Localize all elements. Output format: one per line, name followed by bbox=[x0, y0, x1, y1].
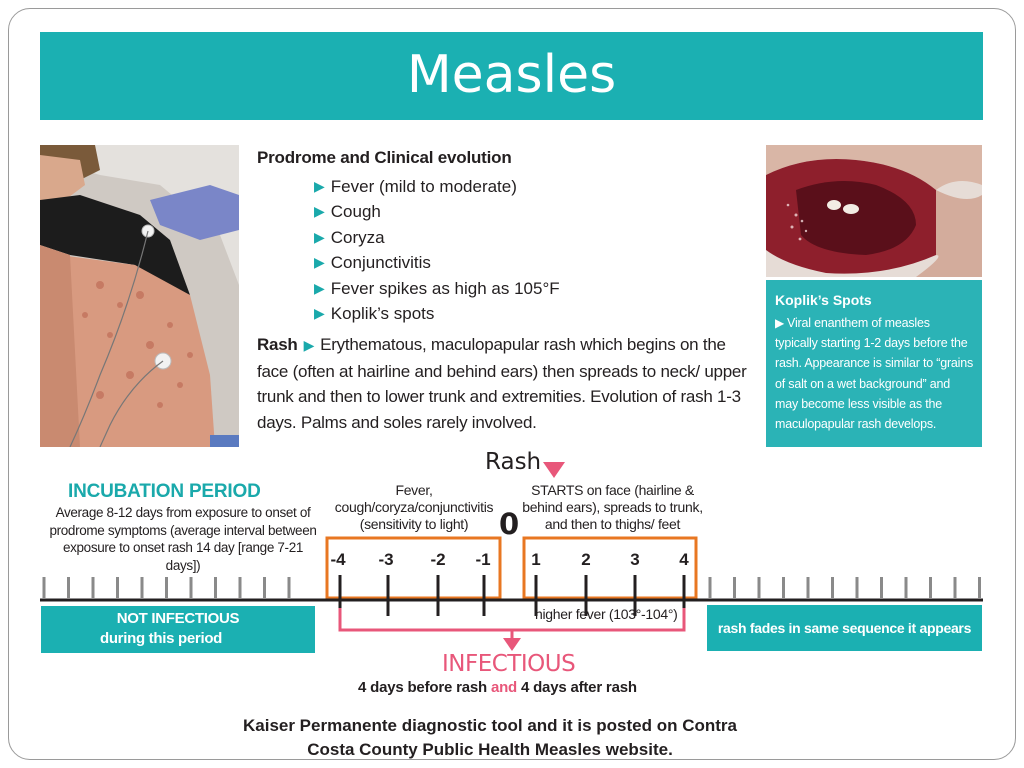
rash-days-box bbox=[524, 538, 696, 598]
day-label: -2 bbox=[430, 550, 446, 569]
symptom-item: ▶ Koplik’s spots bbox=[314, 301, 747, 326]
rash-marker-label: Rash bbox=[485, 449, 542, 475]
infectious-title: INFECTIOUS bbox=[442, 651, 576, 677]
slide-title: Measles bbox=[406, 45, 617, 105]
incubation-title: INCUBATION PERIOD bbox=[68, 481, 261, 502]
symptom-item: ▶ Conjunctivitis bbox=[314, 250, 747, 275]
day-label: 4 bbox=[679, 550, 689, 569]
day-label: -1 bbox=[475, 550, 491, 569]
koplik-text: ▶ Viral enanthem of measles typically starting 1-2 days before the rash. Appearance is similar to “grains of salt on a wet background” and may become less visible as the maculopapular rash develops. bbox=[775, 316, 974, 432]
infectious-arrow-icon bbox=[503, 638, 521, 651]
day-label: 1 bbox=[531, 550, 541, 569]
not-infectious-box bbox=[41, 606, 315, 653]
not-infectious-line2: during this period bbox=[99, 630, 223, 647]
prodrome-note: Fever, cough/coryza/conjunctivitis (sensitivity to light) bbox=[334, 482, 494, 532]
prodrome-heading: Prodrome and Clinical evolution bbox=[257, 148, 512, 167]
infectious-subtitle: 4 days before rash and 4 days after rash bbox=[358, 679, 637, 696]
day-label: 3 bbox=[630, 550, 640, 569]
bullet-triangle-icon: ▶ bbox=[303, 337, 315, 353]
prodrome-days-box bbox=[327, 538, 500, 598]
bullet-triangle-icon: ▶ bbox=[314, 203, 325, 220]
symptom-item: ▶ Coryza bbox=[314, 225, 747, 250]
symptom-item: ▶ Fever (mild to moderate) bbox=[314, 174, 747, 199]
bullet-triangle-icon: ▶ bbox=[314, 178, 325, 194]
bullet-triangle-icon: ▶ bbox=[775, 316, 785, 330]
not-infectious-line1: NOT INFECTIOUS bbox=[116, 610, 240, 627]
rash-spread-note: STARTS on face (hairline & behind ears), spreads to trunk, and then to thighs/ feet bbox=[522, 482, 703, 532]
day-zero-label: 0 bbox=[499, 507, 520, 541]
rash-text: Erythematous, maculopapular rash which begins on the face (often at hairline and behind ears) then spreads to neck/ upper trunk and then to lower trunk and extremities. Evolution of rash 1-3 days. Palms and soles rarely involved. bbox=[257, 335, 747, 432]
higher-fever-note: higher fever (103°-104°) bbox=[535, 606, 678, 622]
incubation-text: Average 8-12 days from exposure to onset of prodrome symptoms (average interval between exposure to onset rash 14 day [range 7-21 days]) bbox=[49, 505, 317, 573]
bullet-triangle-icon: ▶ bbox=[314, 305, 325, 322]
bullet-triangle-icon: ▶ bbox=[314, 228, 325, 245]
symptom-item: ▶ Fever spikes as high as 105°F bbox=[314, 276, 747, 301]
rash-fades-box: rash fades in same sequence it appears bbox=[707, 605, 982, 651]
bullet-triangle-icon: ▶ bbox=[314, 279, 325, 296]
rash-label: Rash bbox=[257, 335, 298, 354]
source-caption bbox=[150, 714, 830, 762]
bullet-triangle-icon: ▶ bbox=[314, 254, 325, 271]
day-label: -3 bbox=[378, 550, 394, 569]
day-label: -4 bbox=[330, 550, 346, 569]
day-label: 2 bbox=[581, 550, 591, 569]
caption-line2: Costa County Public Health Measles website. bbox=[307, 740, 673, 759]
caption-line1: Kaiser Permanente diagnostic tool and it is posted on Contra bbox=[242, 716, 738, 735]
koplik-heading: Koplik’s Spots bbox=[775, 292, 872, 308]
symptom-item: ▶ Cough bbox=[314, 199, 747, 224]
